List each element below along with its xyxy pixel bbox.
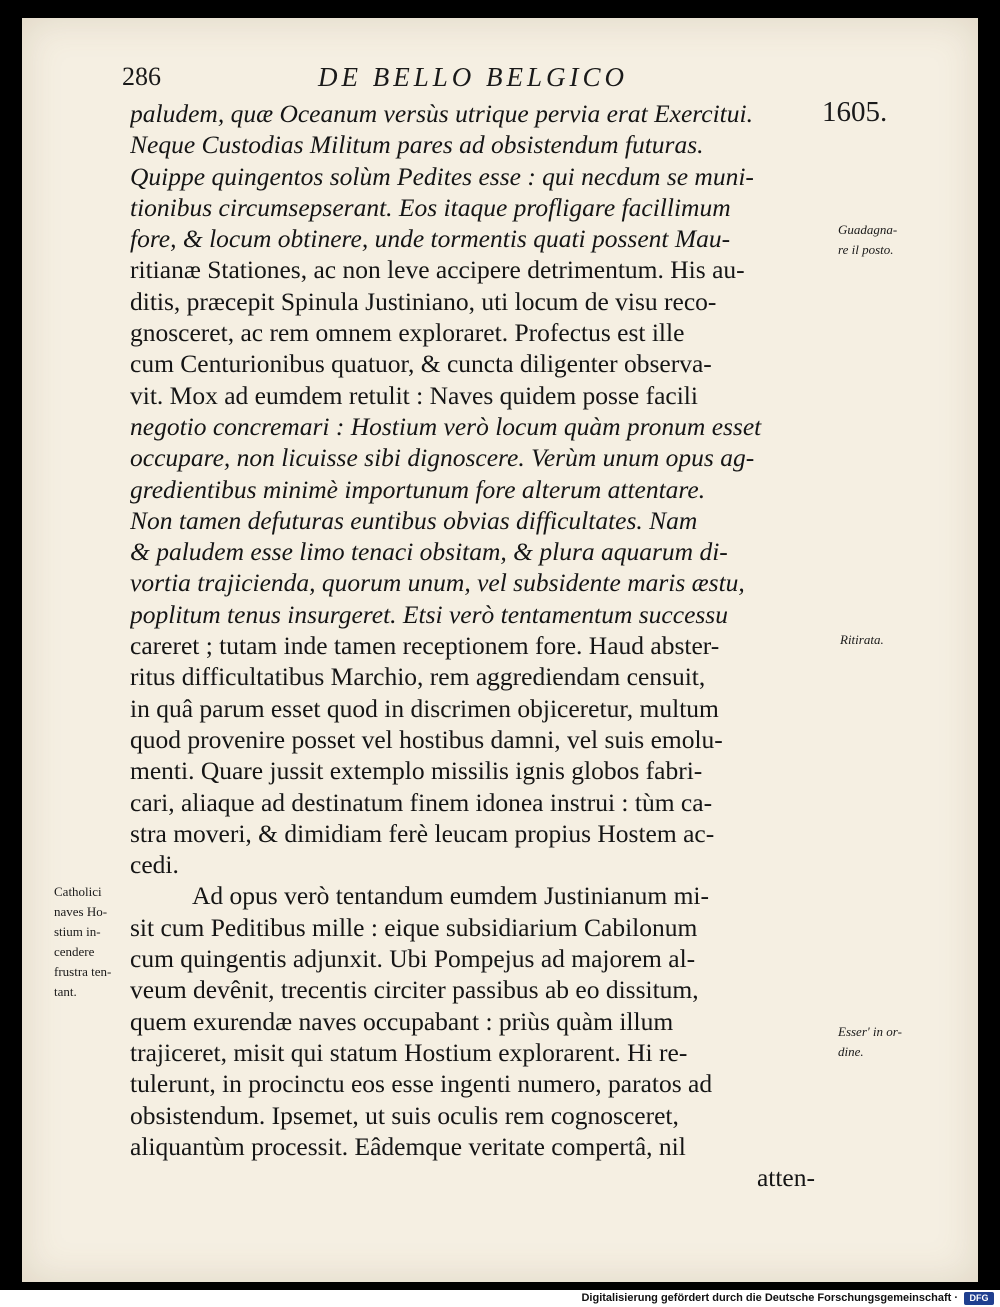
text-line: ritus difficultatibus Marchio, rem aggrediendam censuit, — [130, 662, 706, 692]
catchword: atten- — [756, 1163, 815, 1193]
text-line: quem exurendæ naves occupabant : priùs quàm illum — [130, 1006, 674, 1036]
text-line: cum quingentis adjunxit. Ubi Pompejus ad majorem al- — [130, 944, 696, 974]
text-line: negotio concremari : Hostium verò locum quàm pronum esset — [130, 411, 762, 441]
text-line: tionibus circumsepserant. Eos itaque profligare facillimum — [130, 192, 731, 222]
text-line: cum Centurionibus quatuor, & cuncta diligenter observa- — [130, 349, 712, 379]
text-line: ditis, præcepit Spinula Justiniano, uti locum de visu reco- — [130, 286, 717, 316]
text-line: trajiceret, misit qui statum Hostium explorarent. Hi re- — [130, 1037, 688, 1067]
text-line: obsistendum. Ipsemet, ut suis oculis rem cognosceret, — [130, 1100, 679, 1130]
text-line: in quâ parum esset quod in discrimen objiceretur, multum — [130, 693, 719, 723]
text-line: careret ; tutam inde tamen receptionem fore. Haud abster- — [130, 631, 720, 661]
text-line: fore, & locum obtinere, unde tormentis quati possent Mau- — [130, 224, 731, 254]
funding-credit: Digitalisierung gefördert durch die Deutsche Forschungsgemeinschaft · — [581, 1292, 958, 1304]
text-line: aliquantùm processit. Eâdemque veritate compertâ, nil — [130, 1131, 686, 1161]
main-text — [130, 98, 815, 1193]
dfg-logo-icon: DFG — [964, 1292, 994, 1305]
text-line: cedi. — [130, 850, 179, 880]
text-line: poplitum tenus insurgeret. Etsi verò tentamentum successu — [130, 599, 728, 629]
page-number: 286 — [122, 62, 161, 91]
text-line: gnosceret, ac rem omnem exploraret. Profectus est ille — [130, 318, 685, 348]
text-line: Quippe quingentos solùm Pedites esse : qui necdum se muni- — [130, 161, 754, 191]
text-line: & paludem esse limo tenaci obsitam, & plura aquarum di- — [130, 537, 728, 567]
text-line: quod provenire posset vel hostibus damni, vel suis emolu- — [130, 724, 723, 754]
text-line: Non tamen defuturas euntibus obvias difficultates. Nam — [130, 505, 698, 535]
text-line: gredientibus minimè importunum fore alterum attentare. — [130, 474, 706, 504]
margin-note-esser-in-ordine: Esser' in or- dine. — [838, 1024, 902, 1059]
text-line: vortia trajicienda, quorum unum, vel subsidente maris æstu, — [130, 568, 745, 598]
text-line: tulerunt, in procinctu eos esse ingenti numero, paratos ad — [130, 1069, 713, 1099]
text-line: veum devênit, trecentis circiter passibus ab eo dissitum, — [130, 975, 699, 1005]
text-line: ritianæ Stationes, ac non leve accipere detrimentum. His au- — [130, 255, 745, 285]
text-line: occupare, non licuisse sibi dignoscere. Verùm unum opus ag- — [130, 443, 755, 473]
text-line: menti. Quare jussit extemplo missilis ignis globos fabri- — [130, 756, 703, 786]
margin-note-catholici: Catholici naves Ho- stium in- cendere frustra ten- tant. — [54, 884, 112, 999]
text-line: vit. Mox ad eumdem retulit : Naves quidem posse facili — [130, 380, 698, 410]
digitization-footer — [0, 1290, 1000, 1307]
text-line: sit cum Peditibus mille : eique subsidiarium Cabilonum — [130, 912, 698, 942]
text-line: stra moveri, & dimidiam ferè leucam propius Hostem ac- — [130, 818, 715, 848]
text-line: paludem, quæ Oceanum versùs utrique pervia erat Exercitui. — [130, 99, 753, 128]
text-line: cari, aliaque ad destinatum finem idonea instrui : tùm ca- — [130, 787, 713, 817]
running-head: DE BELLO BELGICO — [318, 62, 629, 92]
text-line: Neque Custodias Militum pares ad obsistendum futuras. — [130, 130, 704, 160]
margin-note-ritirata: Ritirata. — [840, 632, 884, 647]
margin-note-guadagnare: Guadagna- re il posto. — [838, 222, 898, 257]
text-line: Ad opus verò tentandum eumdem Justinianum mi- — [192, 881, 710, 911]
year-marginal: 1605. — [822, 96, 888, 128]
